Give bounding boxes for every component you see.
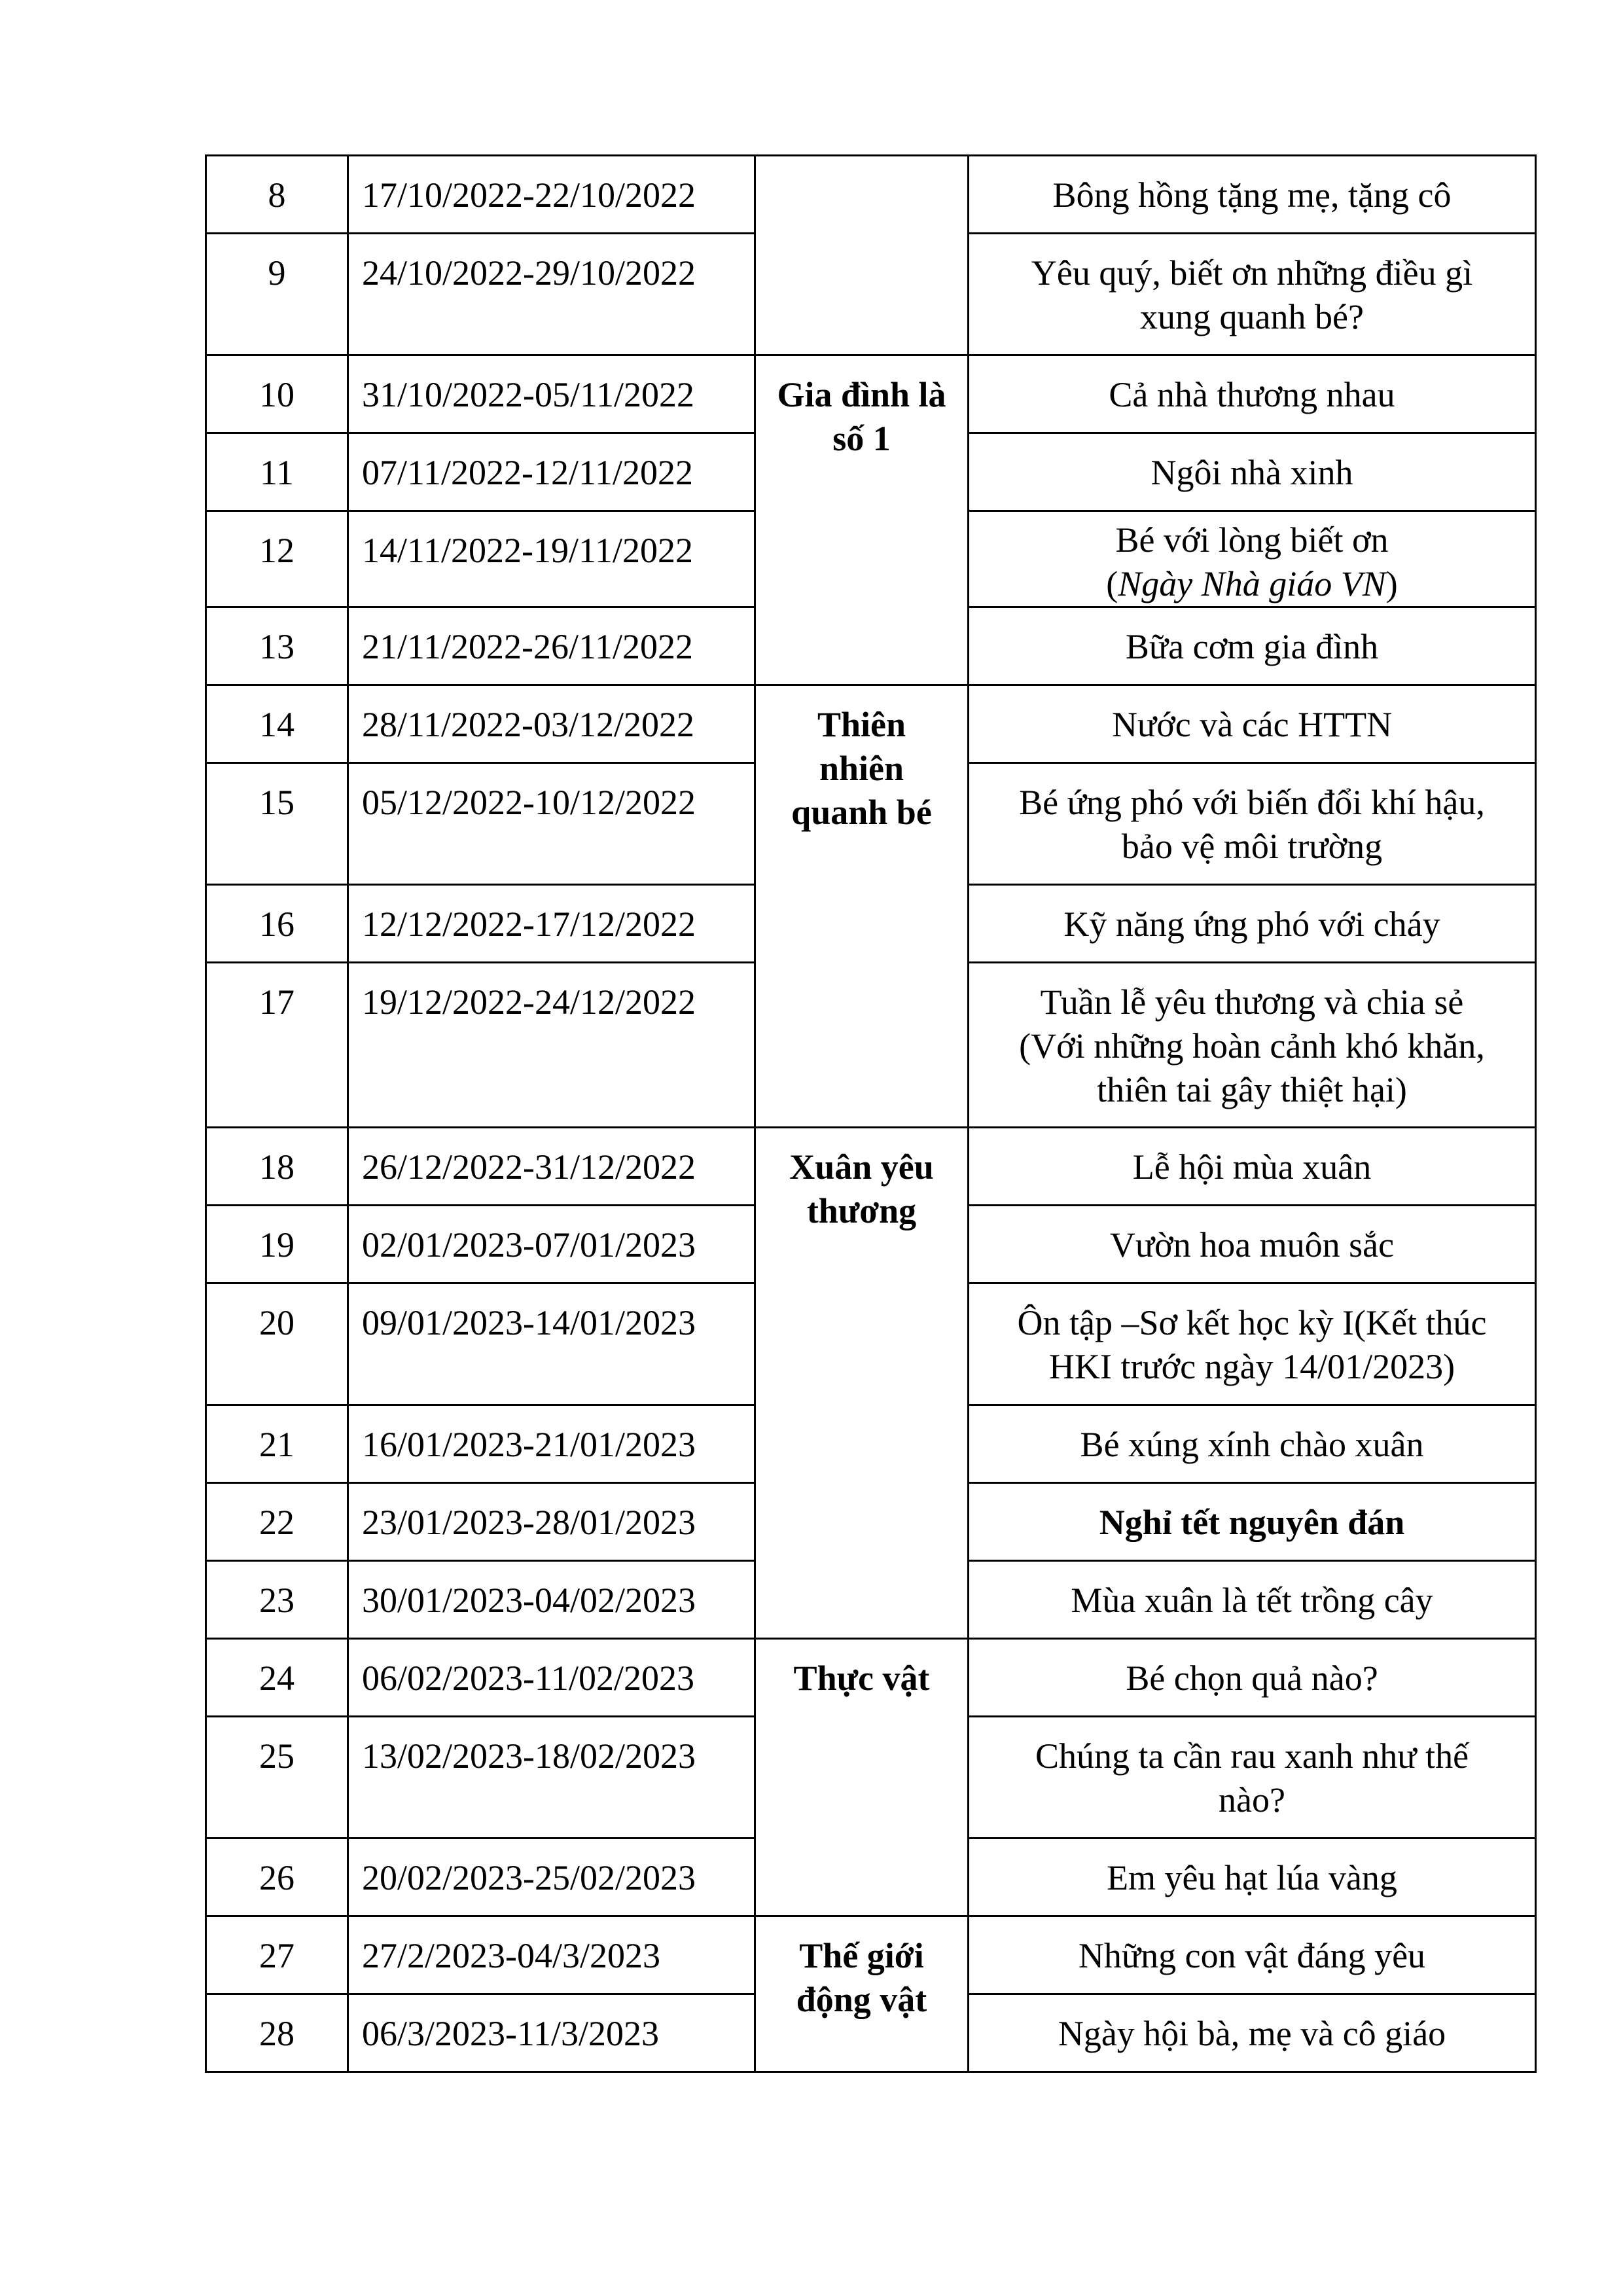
week-number: 15 [206,763,348,885]
topic-line: Chúng ta cần rau xanh như thế [1035,1736,1469,1776]
week-topic [969,763,1536,885]
week-number: 11 [206,433,348,511]
theme-line: Thế giới [799,1936,924,1975]
week-number: 18 [206,1128,348,1206]
week-number: 22 [206,1483,348,1561]
week-topic: Ngày hội bà, mẹ và cô giáo [969,1994,1536,2072]
week-number: 26 [206,1839,348,1916]
week-number: 24 [206,1639,348,1717]
week-dates: 07/11/2022-12/11/2022 [348,433,755,511]
week-topic: Bữa cơm gia đình [969,607,1536,685]
week-dates: 16/01/2023-21/01/2023 [348,1405,755,1483]
week-number: 16 [206,885,348,963]
week-topic: Bông hồng tặng mẹ, tặng cô [969,156,1536,234]
week-dates: 27/2/2023-04/3/2023 [348,1916,755,1994]
week-number: 27 [206,1916,348,1994]
week-number: 23 [206,1561,348,1639]
week-topic: Mùa xuân là tết trồng cây [969,1561,1536,1639]
topic-line: Ôn tập –Sơ kết học kỳ I(Kết thúc [1017,1303,1487,1342]
topic-line: Bé với lòng biết ơn [1115,520,1389,560]
theme-spring [755,1128,969,1639]
week-dates: 05/12/2022-10/12/2022 [348,763,755,885]
topic-line: nào? [1219,1780,1285,1820]
week-dates: 02/01/2023-07/01/2023 [348,1206,755,1283]
week-dates: 12/12/2022-17/12/2022 [348,885,755,963]
week-topic: Vườn hoa muôn sắc [969,1206,1536,1283]
week-topic [969,511,1536,607]
week-topic: Bé xúng xính chào xuân [969,1405,1536,1483]
week-number: 19 [206,1206,348,1283]
table-row [206,1916,1536,1994]
theme-line: số 1 [832,419,891,458]
week-number: 17 [206,963,348,1128]
week-number: 20 [206,1283,348,1405]
week-topic: Ngôi nhà xinh [969,433,1536,511]
week-topic: Em yêu hạt lúa vàng [969,1839,1536,1916]
week-number: 12 [206,511,348,607]
theme-line: thương [806,1191,917,1230]
week-number: 8 [206,156,348,234]
topic-line: Tuần lễ yêu thương và chia sẻ [1040,982,1464,1022]
week-topic [969,1283,1536,1405]
theme-nature [755,685,969,1128]
topic-note [969,562,1535,606]
week-number: 28 [206,1994,348,2072]
week-dates: 06/3/2023-11/3/2023 [348,1994,755,2072]
week-number: 10 [206,355,348,433]
week-dates: 23/01/2023-28/01/2023 [348,1483,755,1561]
note-paren-open: ( [1106,564,1118,603]
week-dates: 24/10/2022-29/10/2022 [348,234,755,355]
week-number: 9 [206,234,348,355]
theme-line: quanh bé [791,793,932,832]
note-paren-close: ) [1385,564,1398,603]
theme-line: nhiên [819,749,904,788]
week-number: 25 [206,1717,348,1839]
week-number: 13 [206,607,348,685]
theme-line: Gia đình là [777,375,946,414]
week-dates: 06/02/2023-11/02/2023 [348,1639,755,1717]
topic-line: thiên tai gây thiệt hại) [1097,1070,1407,1109]
theme-cell-empty [755,156,969,355]
week-number: 21 [206,1405,348,1483]
table-row [206,355,1536,433]
week-topic: Bé chọn quả nào? [969,1639,1536,1717]
week-dates: 17/10/2022-22/10/2022 [348,156,755,234]
week-topic: Cả nhà thương nhau [969,355,1536,433]
week-dates: 30/01/2023-04/02/2023 [348,1561,755,1639]
week-number: 14 [206,685,348,763]
week-dates: 14/11/2022-19/11/2022 [348,511,755,607]
week-dates: 28/11/2022-03/12/2022 [348,685,755,763]
table-row [206,156,1536,234]
week-topic [969,234,1536,355]
week-dates: 21/11/2022-26/11/2022 [348,607,755,685]
week-dates: 31/10/2022-05/11/2022 [348,355,755,433]
week-topic: Kỹ năng ứng phó với cháy [969,885,1536,963]
topic-line: Bé ứng phó với biến đổi khí hậu, [1019,783,1485,822]
week-topic: Những con vật đáng yêu [969,1916,1536,1994]
note-text: Ngày Nhà giáo VN [1118,564,1386,603]
week-dates: 26/12/2022-31/12/2022 [348,1128,755,1206]
table-row [206,685,1536,763]
week-topic [969,1717,1536,1839]
theme-plants: Thực vật [755,1639,969,1916]
week-topic [969,963,1536,1128]
weekly-schedule-table [205,154,1537,2073]
theme-animals [755,1916,969,2072]
topic-line: xung quanh bé? [1140,297,1364,336]
table-row [206,1128,1536,1206]
table-row [206,1639,1536,1717]
topic-line: bảo vệ môi trường [1121,827,1383,866]
theme-line: Thiên [817,705,906,744]
week-dates: 09/01/2023-14/01/2023 [348,1283,755,1405]
theme-line: động vật [796,1980,927,2019]
week-dates: 13/02/2023-18/02/2023 [348,1717,755,1839]
week-dates: 20/02/2023-25/02/2023 [348,1839,755,1916]
topic-line: HKI trước ngày 14/01/2023) [1048,1347,1455,1386]
topic-line: Yêu quý, biết ơn những điều gì [1031,253,1473,293]
week-topic: Lễ hội mùa xuân [969,1128,1536,1206]
theme-family [755,355,969,685]
week-dates: 19/12/2022-24/12/2022 [348,963,755,1128]
theme-line: Xuân yêu [789,1147,934,1187]
topic-line: (Với những hoàn cảnh khó khăn, [1019,1026,1485,1066]
week-topic: Nước và các HTTN [969,685,1536,763]
week-topic-holiday: Nghỉ tết nguyên đán [969,1483,1536,1561]
